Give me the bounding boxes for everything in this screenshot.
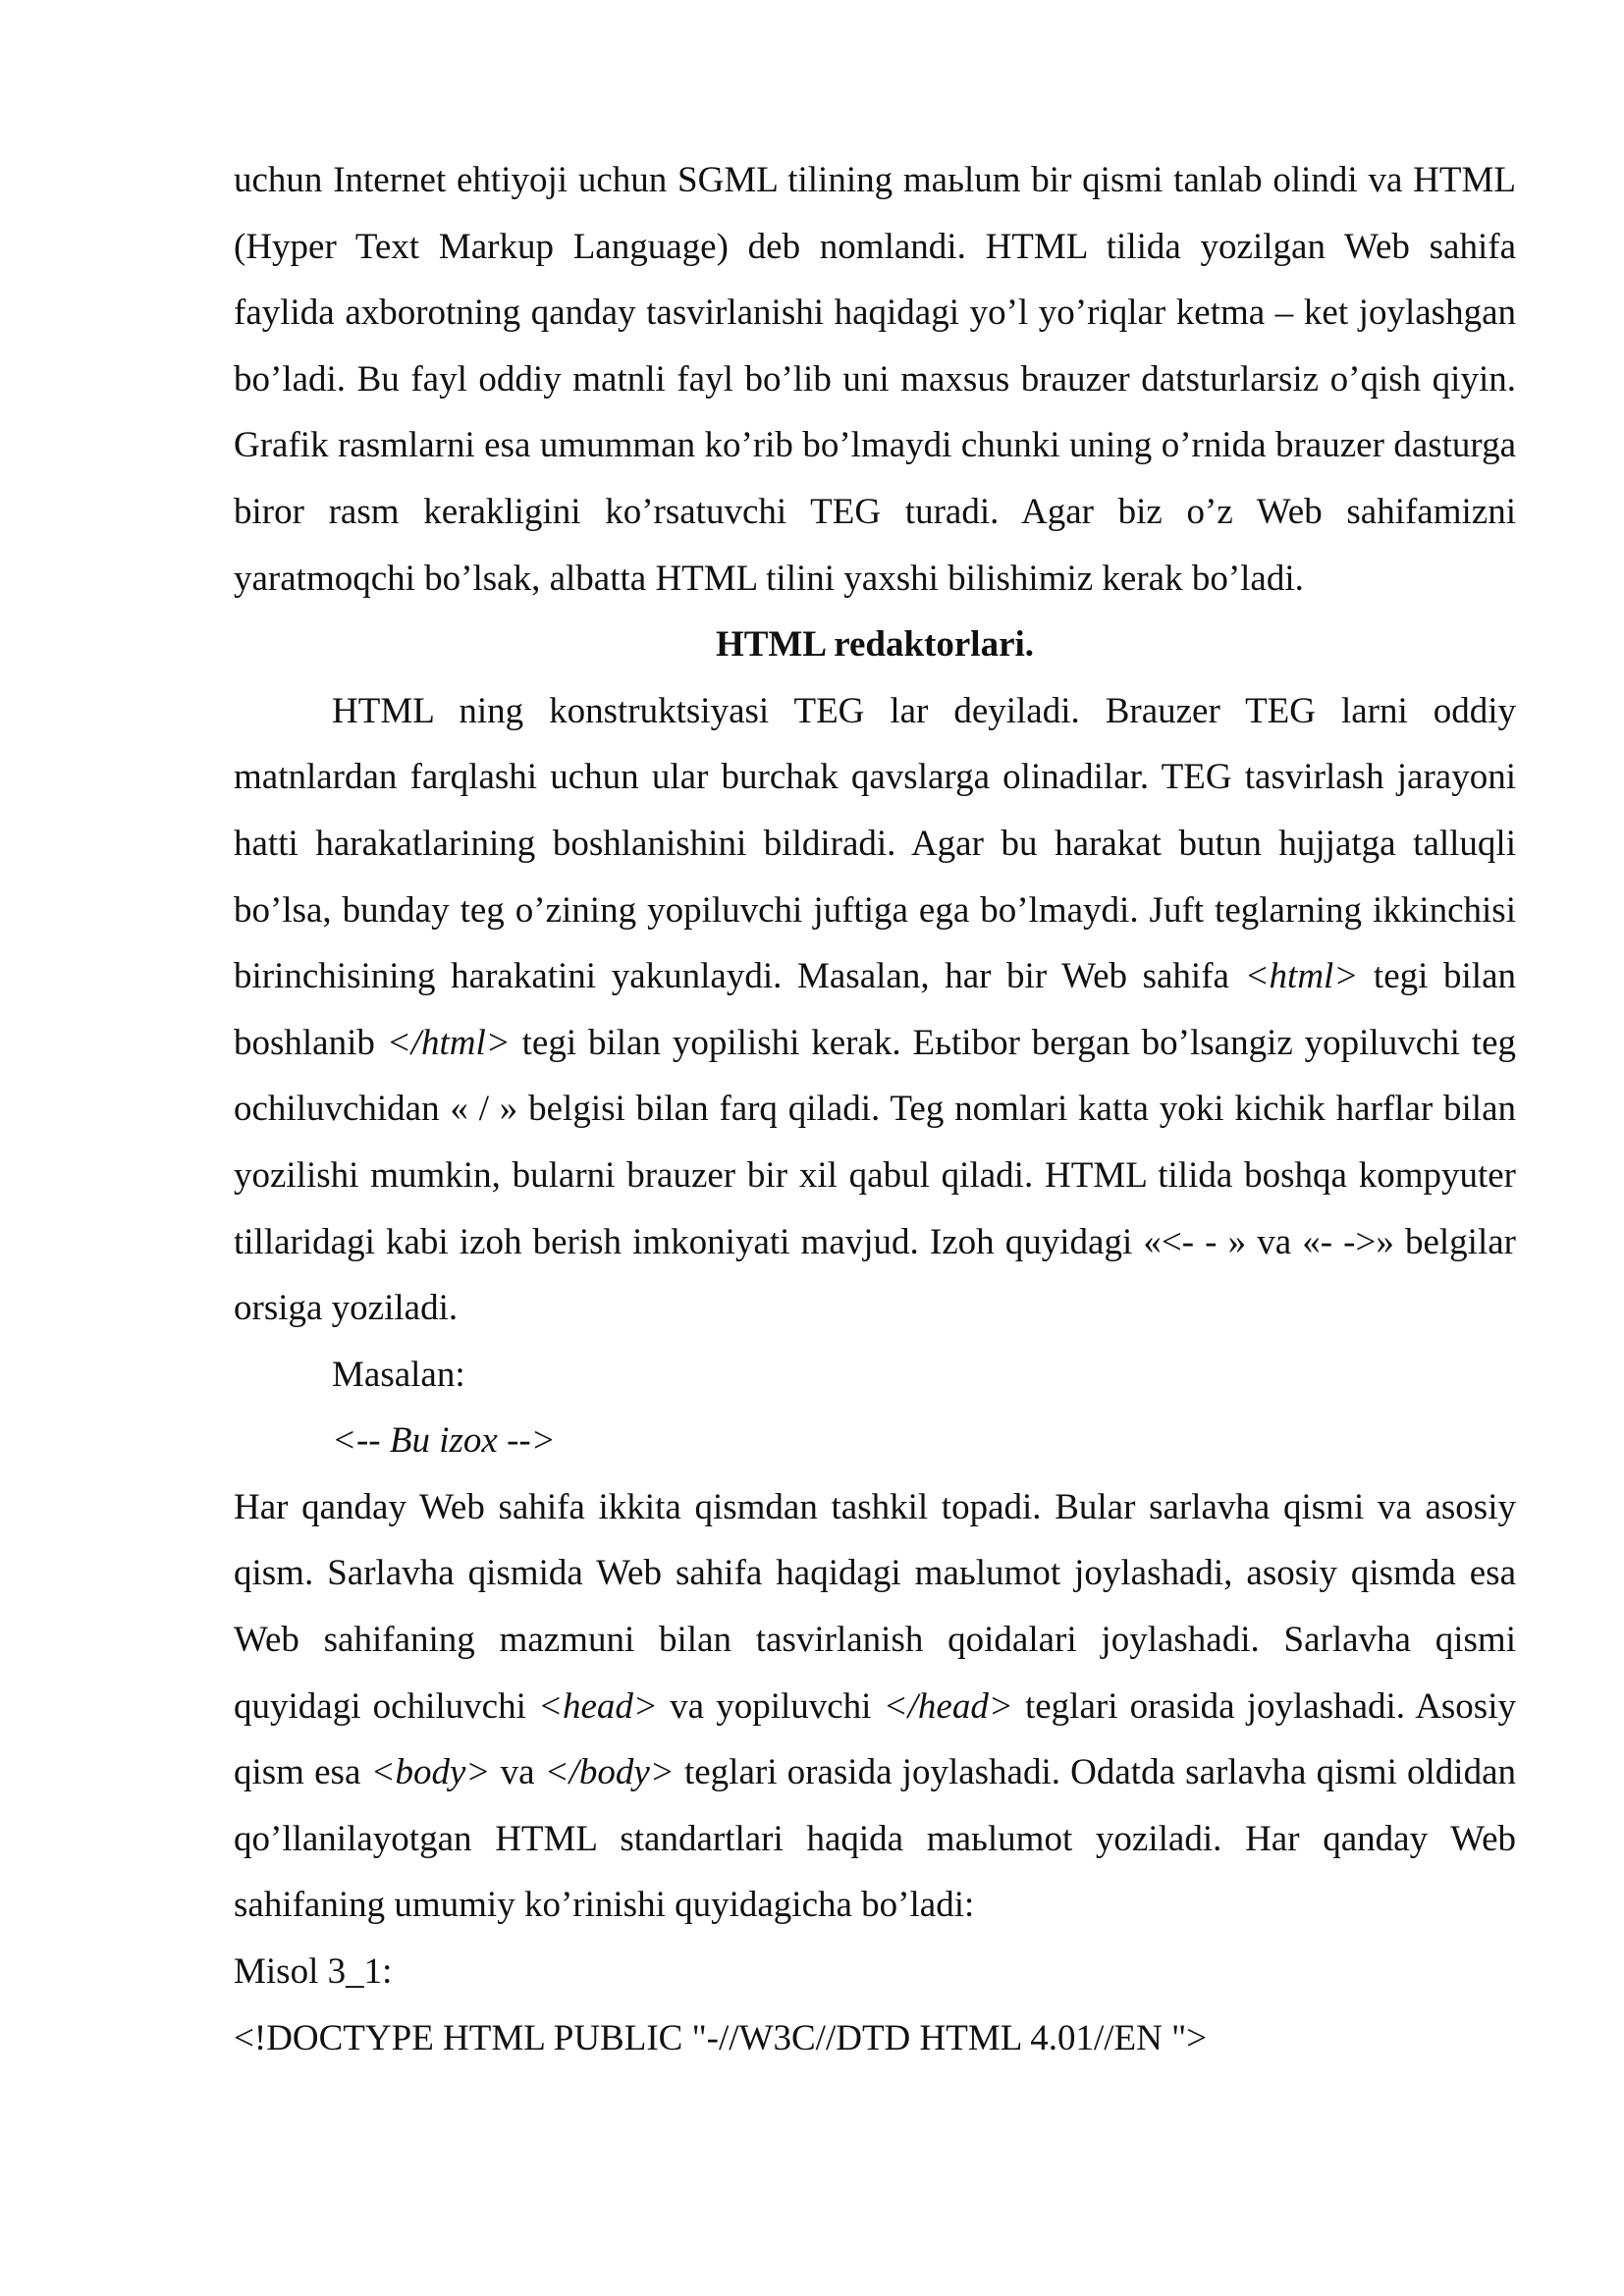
example-label: Masalan: bbox=[332, 1354, 465, 1395]
paragraph-structure-text-a: Har qanday Web sahifa ikkita qismdan tashkil topadi. Bular sarlavha qismi va asosiy qism. Sarlavha qismida Web sahifa haqidagi maьlumot joylashadi, asosiy qismda esa Web sahifaning mazmuni bilan tasvirlanish qoidalari joylashadi. Sarlavha qismi quyidagi ochiluvchi bbox=[234, 1486, 1516, 1727]
paragraph-structure-text-b: va yopiluvchi bbox=[657, 1685, 884, 1727]
paragraph-structure bbox=[234, 1474, 1516, 1939]
tag-html-open: <html> bbox=[1244, 956, 1359, 997]
paragraph-tags bbox=[234, 678, 1516, 1342]
paragraph-structure-text-e: teglari orasida joylashadi. Odatda sarlavha qismi oldidan qo’llanilayotgan HTML standartlari haqida maьlumot yoziladi. Har qanday Web sahifaning umumiy ko’rinishi quyidagicha bo’ladi: bbox=[234, 1752, 1517, 1926]
example-comment bbox=[234, 1408, 1516, 1474]
paragraph-structure-text-d: va bbox=[490, 1752, 545, 1793]
misol-label: Misol 3_1: bbox=[234, 1951, 393, 1993]
document-page bbox=[234, 147, 1516, 2071]
tag-html-close: </html> bbox=[386, 1022, 511, 1063]
tag-head-close: </head> bbox=[883, 1685, 1013, 1727]
tag-body-close: </body> bbox=[544, 1752, 675, 1793]
paragraph-tags-text-c: tegi bilan yopilishi kerak. Eьtibor bergan bo’lsangiz yopiluvchi teg ochiluvchidan « / » belgisi bilan farq qiladi. Teg nomlari katta yoki kichik harflar bilan yozilishi mumkin, bularni brauzer bir xil qabul qiladi. HTML tilida boshqa kompyuter tillaridagi kabi izoh berish imkoniyati mavjud. Izoh quyidagi «<- - » va «- ->» belgilar orsiga yoziladi. bbox=[234, 1022, 1516, 1329]
tag-head-open: <head> bbox=[538, 1685, 658, 1727]
doctype-line: <!DOCTYPE HTML PUBLIC "-//W3C//DTD HTML 4.01//EN "> bbox=[234, 2017, 1208, 2058]
paragraph-tags-text-a: HTML ning konstruktsiyasi TEG lar deyiladi. Brauzer TEG larni oddiy matnlardan farqlashi uchun ular burchak qavslarga olinadilar. TEG tasvirlash jarayoni hatti harakatlarining boshlanishini bildiradi. Agar bu harakat butun hujjatga talluqli bo’lsa, bunday teg o’zining yopiluvchi juftiga ega bo’lmaydi. Juft teglarning ikkinchisi birinchisining harakatini yakunlaydi. Masalan, har bir Web sahifa bbox=[234, 690, 1516, 997]
paragraph-intro: uchun Internet ehtiyoji uchun SGML tilining maьlum bir qismi tanlab olindi va HTML (Hyper Text Markup Language) deb nomlandi. HTML tilida yozilgan Web sahifa faylida axborotning qanday tasvirlanishi haqidagi yo’l yo’riqlar ketma – ket joylashgan bo’ladi. Bu fayl oddiy matnli fayl bo’lib uni maxsus brauzer datsturlarsiz o’qish qiyin. Grafik rasmlarni esa umumman ko’rib bo’lmaydi chunki uning o’rnida brauzer dasturga biror rasm kerakligini ko’rsatuvchi TEG turadi. Agar biz o’z Web sahifamizni yaratmoqchi bo’lsak, albatta HTML tilini yaxshi bilishimiz kerak bo’ladi. bbox=[234, 160, 1516, 599]
paragraph-structure-text-c: teglari orasida joylashadi. Asosiy qism esa bbox=[234, 1685, 1516, 1793]
example-comment-text: <-- Bu izox --> bbox=[332, 1420, 556, 1462]
section-heading: HTML redaktorlari. bbox=[715, 624, 1035, 666]
tag-body-open: <body> bbox=[370, 1752, 491, 1793]
paragraph-tags-text-b: tegi bilan boshlanib bbox=[234, 956, 1516, 1063]
